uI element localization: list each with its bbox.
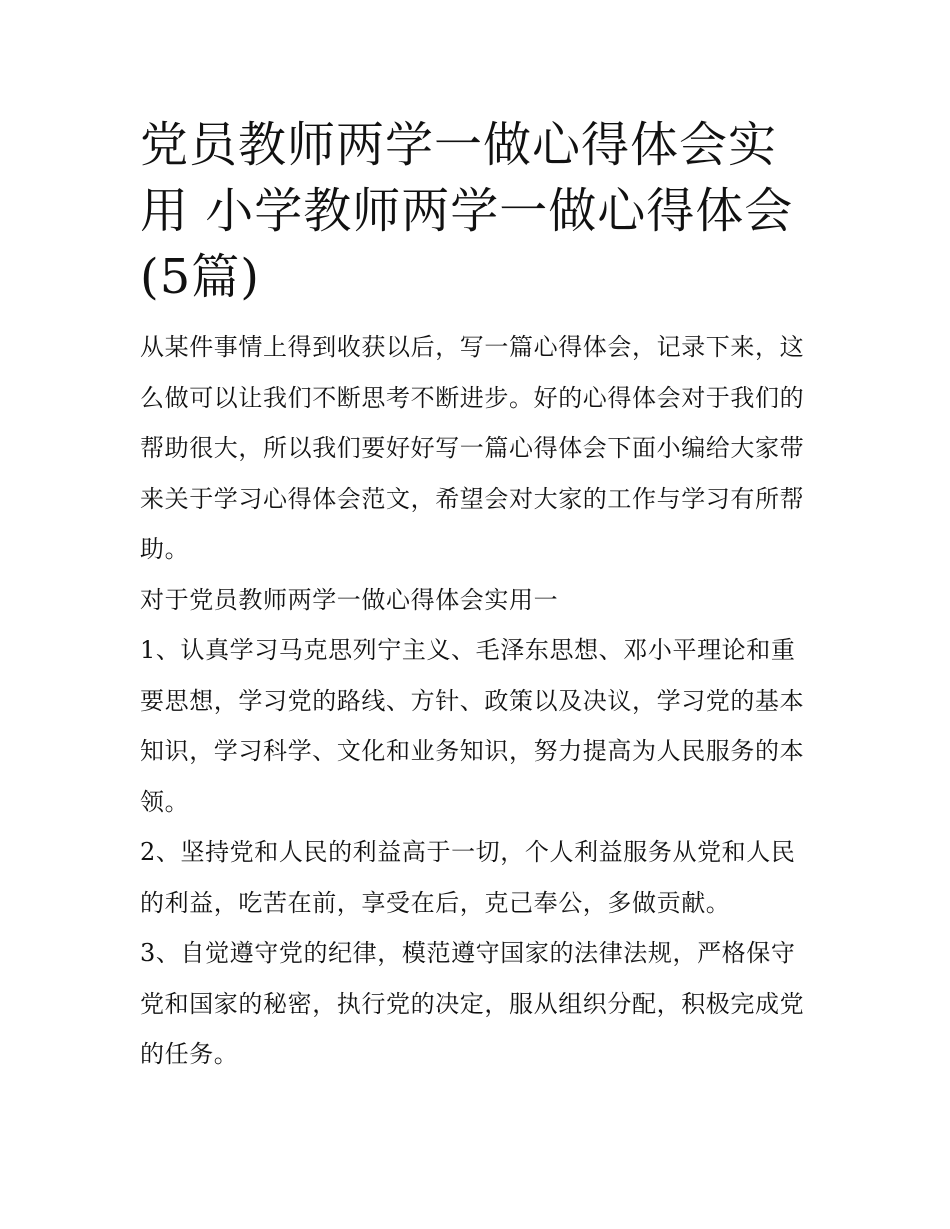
intro-paragraph: 从某件事情上得到收获以后，写一篇心得体会，记录下来，这么做可以让我们不断思考不断进步。好的心得体会对于我们的帮助很大，所以我们要好好写一篇心得体会下面小编给大家带来关于学习心得体会范文，希望会对大家的工作与学习有所帮助。: [140, 333, 805, 563]
list-item-1: 1、认真学习马克思列宁主义、毛泽东思想、邓小平理论和重要思想，学习党的路线、方针、政策以及决议，学习党的基本知识，学习科学、文化和业务知识，努力提高为人民服务的本领。: [140, 636, 805, 816]
document-title: 党员教师两学一做心得体会实用 小学教师两学一做心得体会(5篇): [140, 117, 794, 305]
list-item-3: 3、自觉遵守党的纪律，模范遵守国家的法律法规，严格保守党和国家的秘密，执行党的决定，服从组织分配，积极完成党的任务。: [140, 939, 805, 1068]
list-item-2: 2、坚持党和人民的利益高于一切，个人利益服务从党和人民的利益，吃苦在前，享受在后，克己奉公，多做贡献。: [140, 838, 796, 917]
section-heading: 对于党员教师两学一做心得体会实用一: [140, 585, 559, 614]
document-page: [140, 112, 812, 1080]
